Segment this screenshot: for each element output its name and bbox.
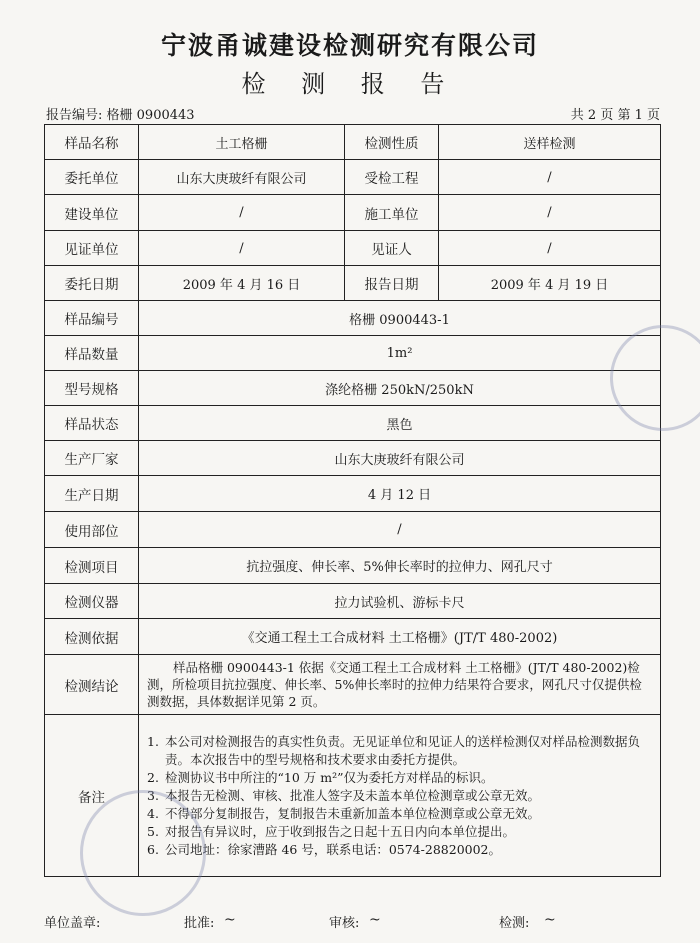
field-value: 土工格栅 xyxy=(139,125,345,160)
field-value: 2009 年 4 月 19 日 xyxy=(439,266,661,301)
test-label: 检测: xyxy=(499,916,530,931)
seal-stamp-bottom xyxy=(80,790,206,916)
table-row xyxy=(45,160,661,195)
field-value: 涤纶格栅 250kN/250kN xyxy=(139,371,661,406)
table-row xyxy=(45,441,661,476)
field-value: 抗拉强度、伸长率、5%伸长率时的拉伸力、网孔尺寸 xyxy=(139,548,661,584)
table-row xyxy=(45,406,661,441)
list-item xyxy=(147,841,652,859)
note-number: 3. xyxy=(147,787,159,803)
field-value: / xyxy=(139,195,345,231)
field-label: 样品编号 xyxy=(45,301,139,336)
note-text: 公司地址：徐家漕路 46 号，联系电话：0574-28820002。 xyxy=(165,841,502,857)
field-label: 备注 xyxy=(45,715,139,877)
field-value: 山东大庚玻纤有限公司 xyxy=(139,160,345,195)
report-number-label: 报告编号: xyxy=(46,108,103,123)
note-text: 本公司对检测报告的真实性负责。无见证单位和见证人的送样检测仅对样品检测数据负责。本次报告中的型号规格和技术要求由委托方提供。 xyxy=(165,733,641,767)
table-row xyxy=(45,512,661,548)
field-value: 山东大庚玻纤有限公司 xyxy=(139,441,661,476)
field-label: 样品名称 xyxy=(45,125,139,160)
table-row xyxy=(45,619,661,655)
company-name: 宁波甬诚建设检测研究有限公司 xyxy=(160,31,539,60)
table-row xyxy=(45,125,661,160)
field-value: 4 月 12 日 xyxy=(139,476,661,512)
notes-list xyxy=(147,733,652,859)
table-row xyxy=(45,655,661,715)
report-title: 检 测 报 告 xyxy=(241,70,459,98)
field-label: 样品状态 xyxy=(45,406,139,441)
note-number: 4. xyxy=(147,805,159,821)
field-value: 《交通工程土工合成材料 土工格栅》(JT/T 480-2002) xyxy=(139,619,661,655)
table-row xyxy=(45,371,661,406)
review-signature: ~ xyxy=(369,912,381,928)
table-row xyxy=(45,336,661,371)
table-row xyxy=(45,548,661,584)
field-label: 检测项目 xyxy=(45,548,139,584)
field-value: / xyxy=(439,195,661,231)
review-label: 审核: xyxy=(329,916,360,931)
report-number xyxy=(46,104,195,123)
note-number: 2. xyxy=(147,769,159,785)
field-label: 使用部位 xyxy=(45,512,139,548)
test-signature: ~ xyxy=(544,912,556,928)
table-row xyxy=(45,301,661,336)
conclusion-text xyxy=(139,655,661,715)
field-label: 委托日期 xyxy=(45,266,139,301)
table-row xyxy=(45,195,661,231)
note-number: 6. xyxy=(147,841,159,857)
field-label: 施工单位 xyxy=(345,195,439,231)
field-value: / xyxy=(439,160,661,195)
field-label: 检测结论 xyxy=(45,655,139,715)
field-value: 送样检测 xyxy=(439,125,661,160)
field-label: 受检工程 xyxy=(345,160,439,195)
field-label: 生产日期 xyxy=(45,476,139,512)
field-value: 拉力试验机、游标卡尺 xyxy=(139,584,661,619)
field-label: 检测仪器 xyxy=(45,584,139,619)
list-item xyxy=(147,733,652,769)
report-number-value: 格栅 0900443 xyxy=(106,108,195,123)
report-table xyxy=(44,124,661,877)
field-label: 检测依据 xyxy=(45,619,139,655)
field-label: 型号规格 xyxy=(45,371,139,406)
field-label: 建设单位 xyxy=(45,195,139,231)
table-row xyxy=(45,476,661,512)
note-text: 不得部分复制报告，复制报告未重新加盖本单位检测章或公章无效。 xyxy=(165,805,541,821)
conclusion-body: 样品格栅 0900443-1 依据《交通工程土工合成材料 土工格栅》(JT/T 480-2002)检测，所检项目抗拉强度、伸长率、5%伸长率时的拉伸力结果符合要求，网孔尺寸仅提供检测数据，具体数据详见第 2 页。 xyxy=(147,660,642,709)
table-row xyxy=(45,584,661,619)
note-text: 检测协议书中所注的“10 万 m²”仅为委托方对样品的标识。 xyxy=(165,769,494,785)
list-item xyxy=(147,787,652,805)
note-text: 本报告无检测、审核、批准人签字及未盖本单位检测章或公章无效。 xyxy=(165,787,541,803)
field-label: 报告日期 xyxy=(345,266,439,301)
approve-label: 批准: xyxy=(184,916,215,931)
field-value: 黑色 xyxy=(139,406,661,441)
field-label: 生产厂家 xyxy=(45,441,139,476)
field-value: / xyxy=(139,231,345,266)
field-label: 委托单位 xyxy=(45,160,139,195)
field-value: / xyxy=(139,512,661,548)
note-text: 对报告有异议时，应于收到报告之日起十五日内向本单位提出。 xyxy=(165,823,516,839)
field-value: / xyxy=(439,231,661,266)
list-item xyxy=(147,823,652,841)
page-indicator: 共 2 页 第 1 页 xyxy=(570,108,660,123)
field-value: 2009 年 4 月 16 日 xyxy=(139,266,345,301)
table-row xyxy=(45,231,661,266)
field-value: 1m² xyxy=(139,336,661,371)
note-number: 1. xyxy=(147,733,159,749)
seal-label: 单位盖章: xyxy=(44,916,101,931)
note-number: 5. xyxy=(147,823,159,839)
field-label: 见证人 xyxy=(345,231,439,266)
field-label: 检测性质 xyxy=(345,125,439,160)
list-item xyxy=(147,769,652,787)
table-row xyxy=(45,266,661,301)
approve-signature: ~ xyxy=(224,912,236,928)
list-item xyxy=(147,805,652,823)
field-value: 格栅 0900443-1 xyxy=(139,301,661,336)
signature-footer xyxy=(44,912,661,931)
field-label: 样品数量 xyxy=(45,336,139,371)
field-label: 见证单位 xyxy=(45,231,139,266)
notes-cell xyxy=(139,715,661,877)
